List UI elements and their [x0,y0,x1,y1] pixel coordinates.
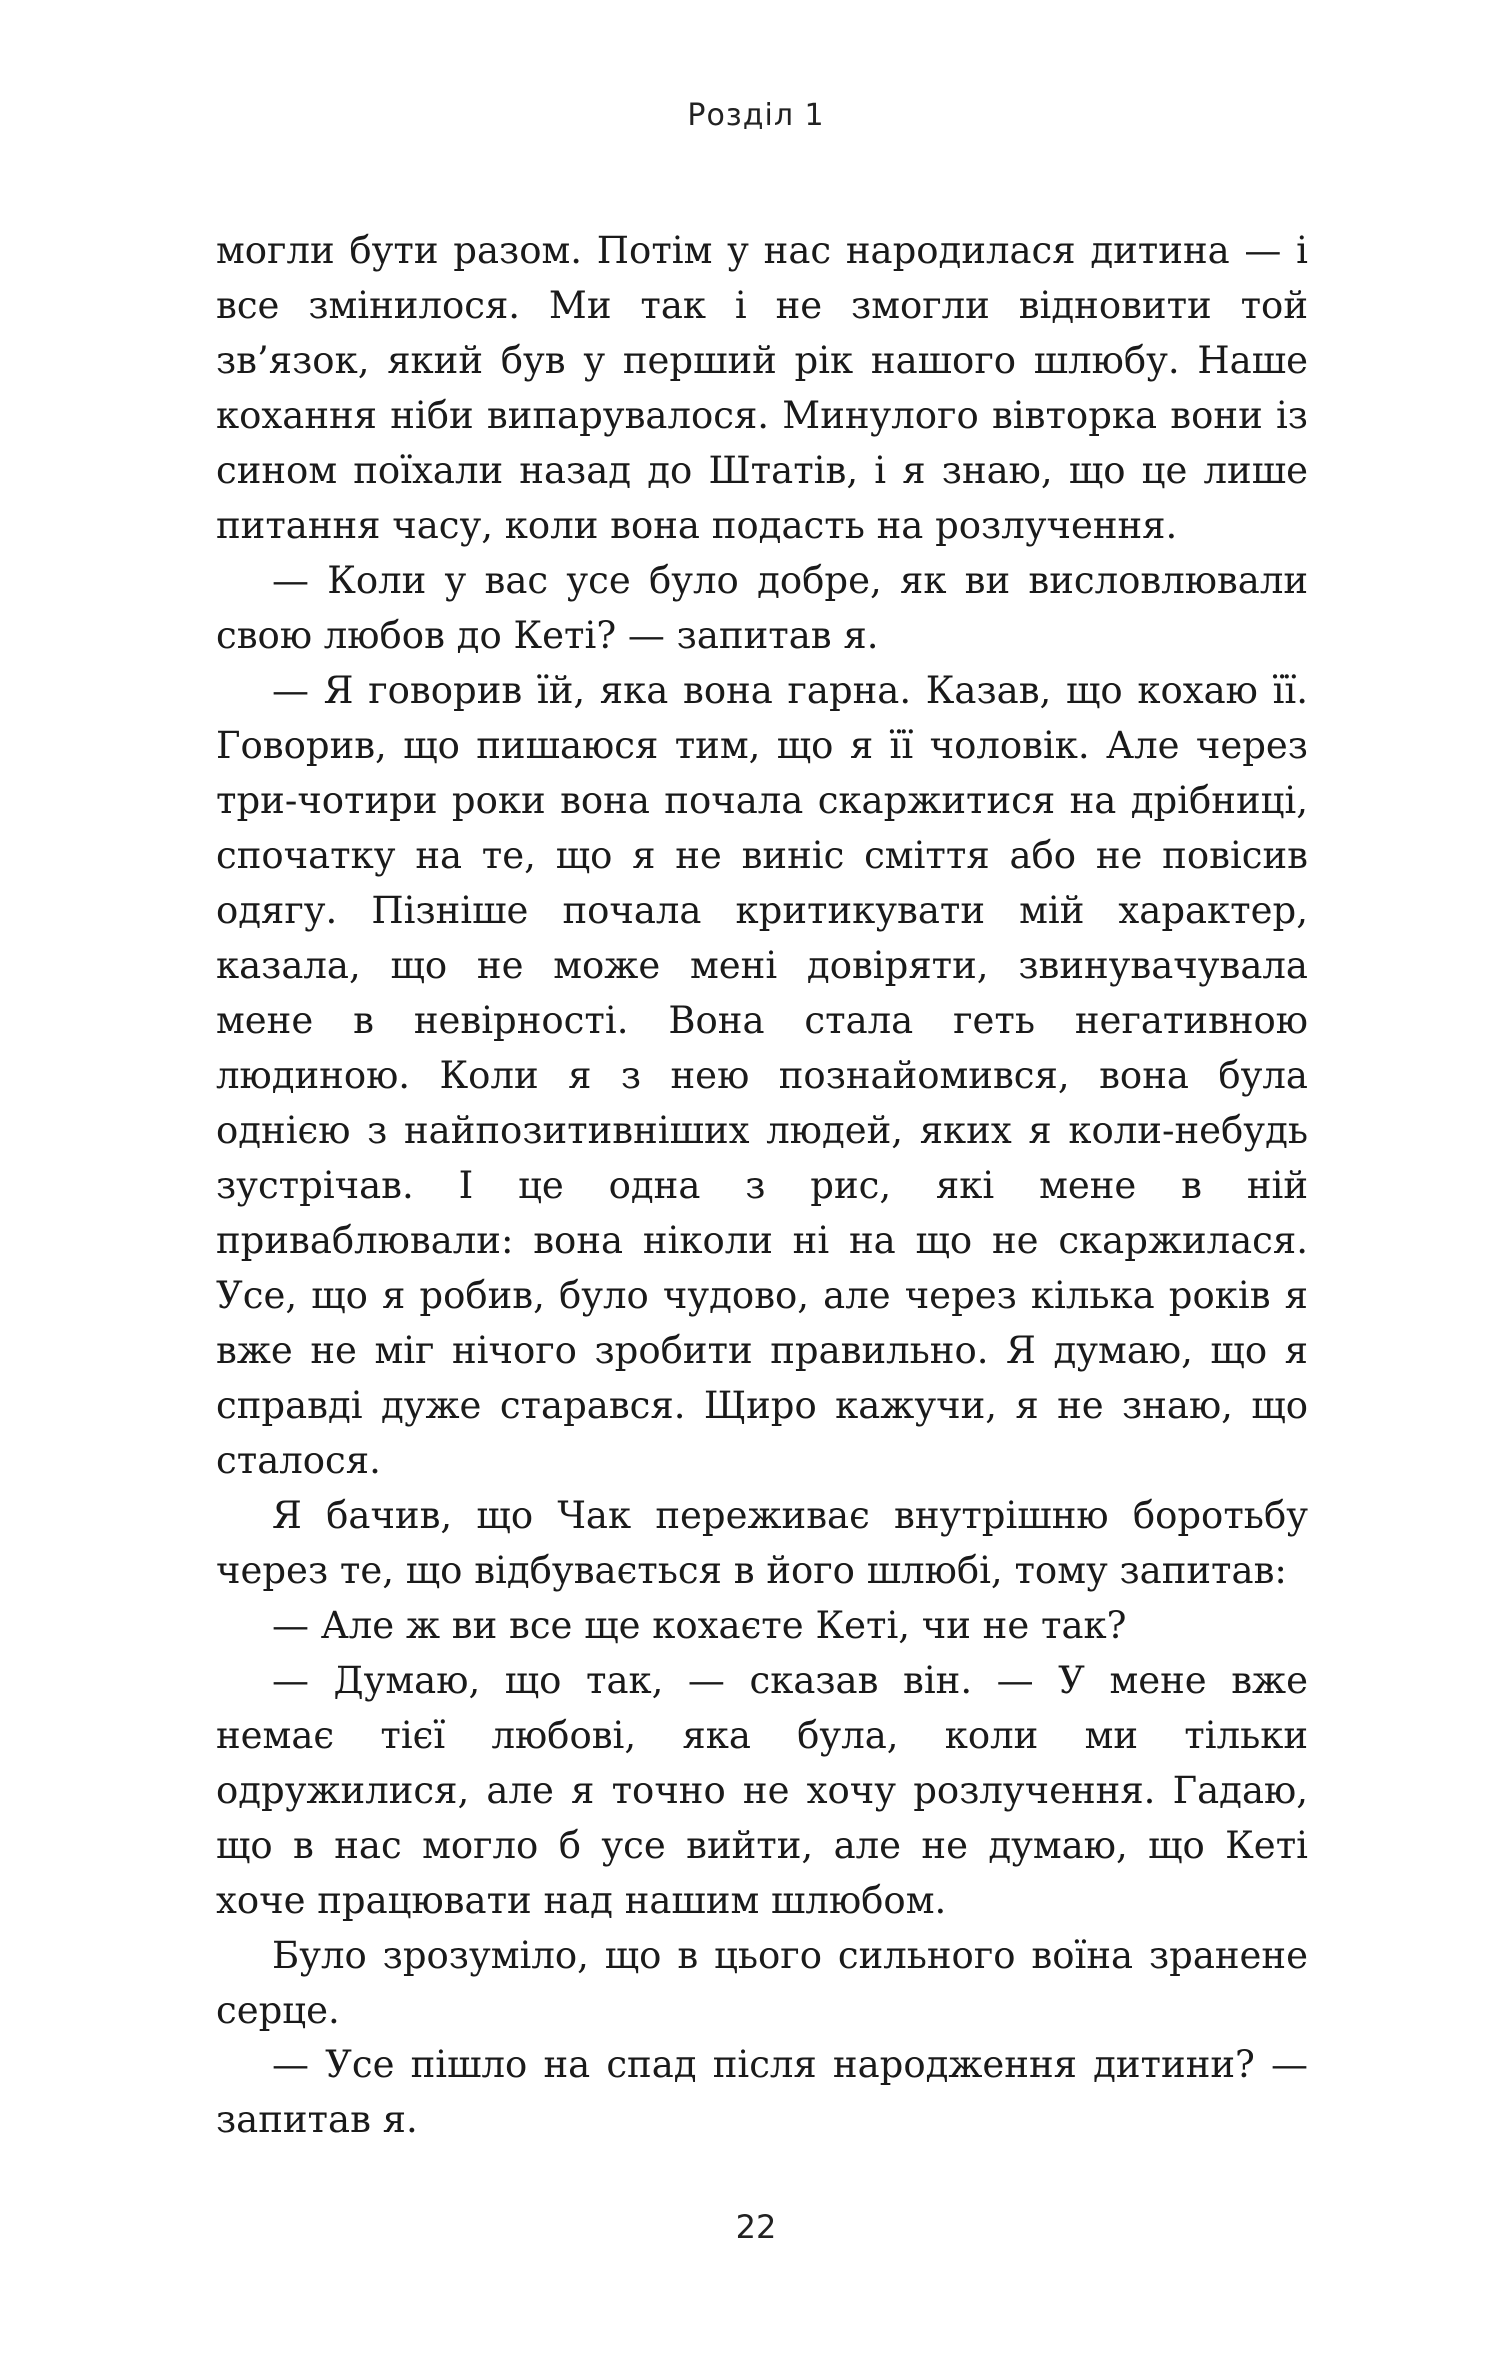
paragraph: — Коли у вас усе було добре, як ви висловлювали свою любов до Кеті? — запитав я. [216,558,1308,657]
paragraph: — Усе пішло на спад після народження дитини? — запитав я. [216,2043,1308,2142]
body-text [216,224,1308,2148]
paragraph: Було зрозуміло, що в цього сильного воїна зранене серце. [216,1933,1308,2032]
paragraph: — Але ж ви все ще кохаєте Кеті, чи не так? [272,1603,1127,1647]
paragraph: Я бачив, що Чак переживає внутрішню боротьбу через те, що відбувається в його шлюбі, тому запитав: [216,1493,1308,1592]
paragraph: — Думаю, що так, — сказав він. — У мене вже немає тієї любові, яка була, коли ми тільки одружилися, але я точно не хочу розлучення. Гадаю, що в нас могло б усе вийти, але не думаю, що Кеті хоче працювати над нашим шлюбом. [216,1658,1308,1922]
paragraph: могли бути разом. Потім у нас народилася дитина — і все змінилося. Ми так і не змогли відновити той зв’язок, який був у перший рік нашого шлюбу. Наше кохання ніби випарувалося. Минулого вівторка вони із сином поїхали назад до Штатів, і я знаю, що це лише питання часу, коли вона подасть на розлучення. [216,229,1308,547]
running-head: Розділ 1 [687,98,825,133]
paragraph: — Я говорив їй, яка вона гарна. Казав, що кохаю її. Говорив, що пишаюся тим, що я її чоловік. Але через три-чотири роки вона почала скаржитися на дрібниці, спочатку на те, що я не виніс сміття або не повісив одягу. Пізніше почала критикувати мій характер, казала, що не може мені довіряти, звинувачувала мене в невірності. Вона стала геть негативною людиною. Коли я з нею познайомився, вона була однією з найпозитивніших людей, яких я коли-небудь зустрічав. І це одна з рис, які мене в ній приваблювали: вона ніколи ні на що не скаржилася. Усе, що я робив, було чудово, але через кілька років я вже не міг нічого зробити правильно. Я думаю, що я справді дуже старався. Щиро кажучи, я не знаю, що сталося. [216,668,1308,1482]
page-number: 22 [735,2208,777,2246]
